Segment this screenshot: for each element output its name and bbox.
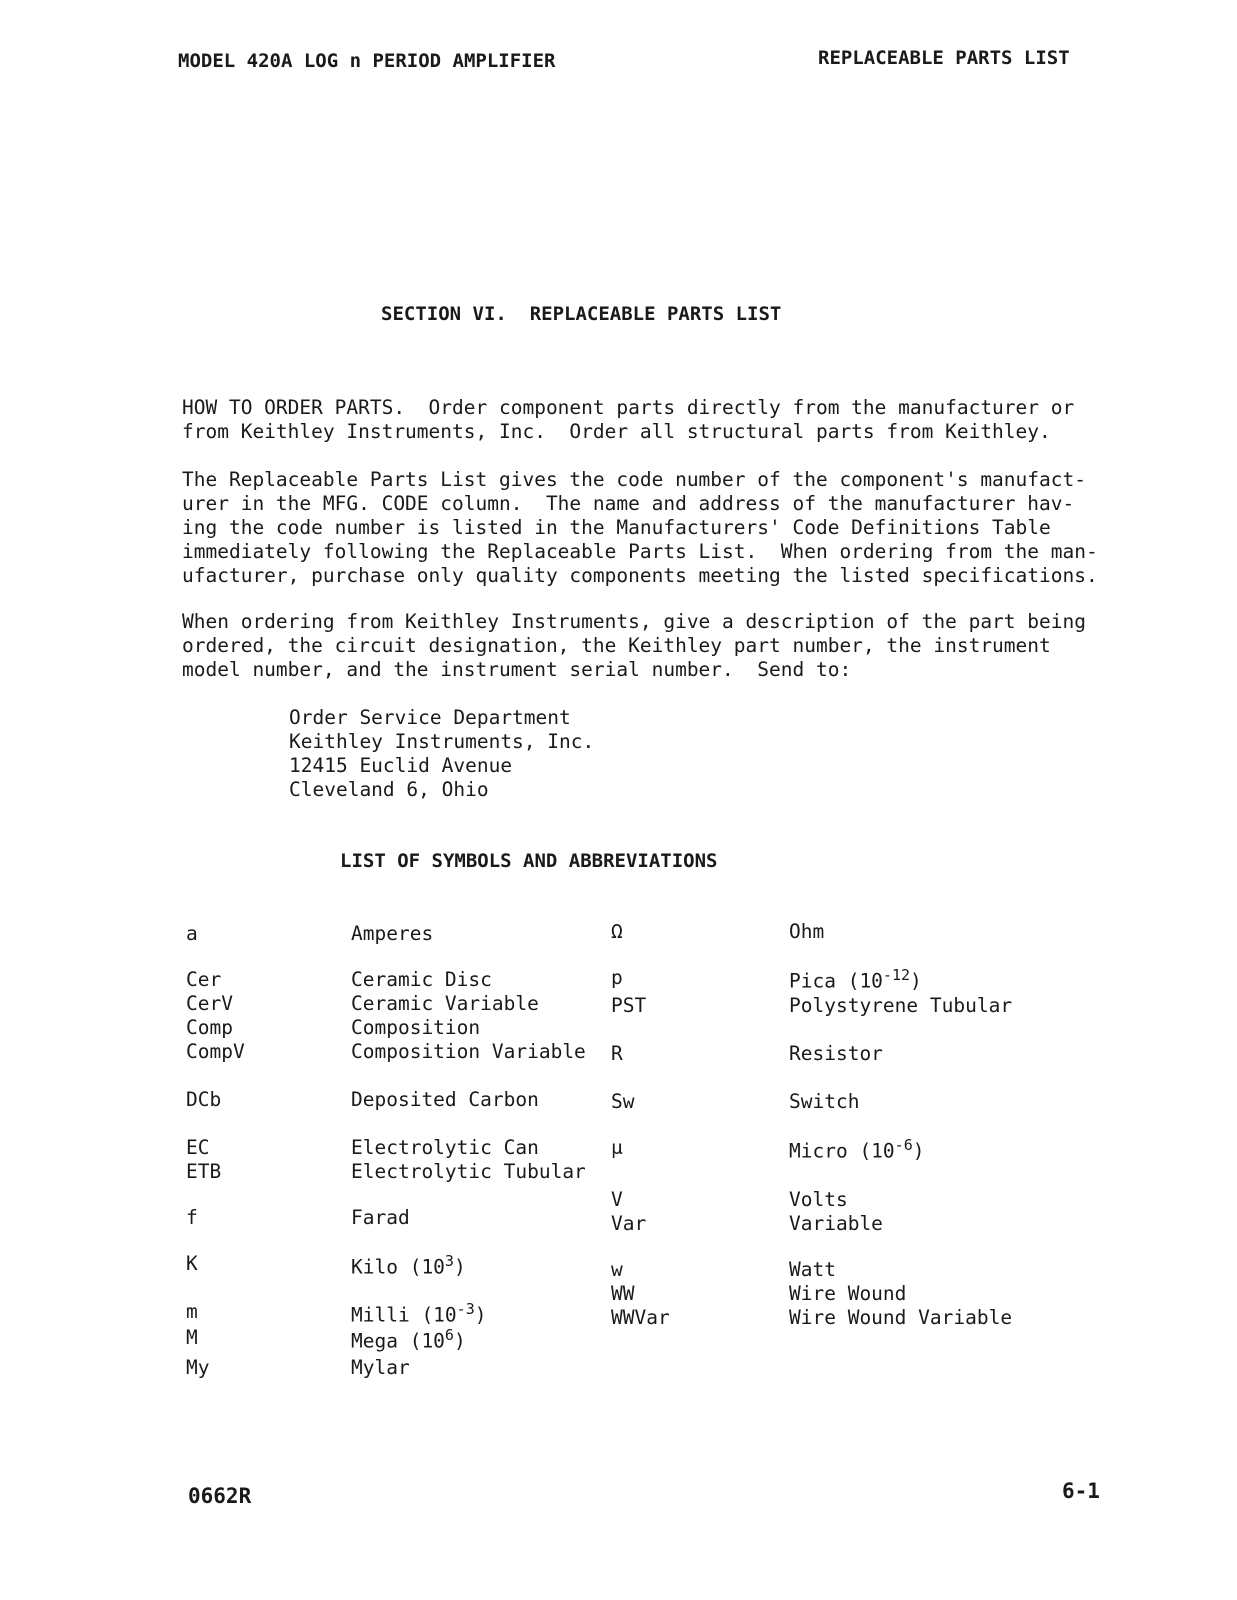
symbol-abbr: V xyxy=(611,1188,623,1211)
symbol-meaning xyxy=(351,1088,539,1111)
symbol-meaning xyxy=(351,1136,539,1159)
symbol-abbr: a xyxy=(186,922,198,945)
paragraph-line: ufacturer, purchase only quality components meeting the listed specifications. xyxy=(182,564,1098,587)
address-line: Cleveland 6, Ohio xyxy=(289,778,489,801)
symbol-abbr: Cer xyxy=(186,968,222,991)
symbol-meaning xyxy=(789,1188,848,1211)
symbol-abbr: PST xyxy=(611,994,647,1017)
symbol-abbr: Sw xyxy=(611,1090,635,1113)
symbol-meaning xyxy=(351,968,492,991)
paragraph-line: HOW TO ORDER PARTS. Order component parts directly from the manufacturer or xyxy=(182,396,1075,419)
symbol-meaning-text: Polystyrene Tubular xyxy=(789,994,1013,1017)
symbol-abbr: WWVar xyxy=(611,1306,670,1329)
symbol-meaning-text: Deposited Carbon xyxy=(351,1088,539,1111)
symbol-abbr: p xyxy=(611,966,623,989)
footer-page-number: 6-1 xyxy=(1062,1479,1100,1503)
symbol-exponent: -3 xyxy=(456,1300,475,1318)
symbol-abbr: Comp xyxy=(186,1016,233,1039)
symbol-meaning-text: Amperes xyxy=(351,922,434,945)
paragraph-line: When ordering from Keithley Instruments, give a description of the part being xyxy=(182,610,1086,633)
symbol-meaning xyxy=(789,994,1012,1017)
symbol-meaning-text: Mylar xyxy=(351,1356,410,1379)
symbol-meaning xyxy=(789,1090,859,1113)
symbol-abbr: K xyxy=(186,1252,198,1275)
symbol-meaning xyxy=(789,1306,1012,1329)
symbol-meaning-text: Ohm xyxy=(789,920,825,943)
symbol-exponent: -12 xyxy=(882,966,911,984)
symbol-meaning-text: Variable xyxy=(789,1212,883,1235)
symbol-meaning xyxy=(789,1136,924,1163)
symbol-meaning xyxy=(351,1252,466,1279)
symbol-meaning-tail: ) xyxy=(474,1303,487,1327)
symbol-abbr: μ xyxy=(611,1136,623,1159)
symbol-meaning-text: Ceramic Variable xyxy=(351,992,539,1015)
symbol-meaning-text: Electrolytic Tubular xyxy=(351,1160,586,1183)
symbol-meaning xyxy=(789,920,824,943)
paragraph-how-to-order xyxy=(182,396,1122,444)
symbol-exponent: -6 xyxy=(894,1136,913,1154)
symbol-meaning-tail: ) xyxy=(912,1139,925,1163)
header-right: REPLACEABLE PARTS LIST xyxy=(818,47,1070,69)
symbol-meaning xyxy=(351,992,539,1015)
paragraph-line: immediately following the Replaceable Parts List. When ordering from the man- xyxy=(182,540,1098,563)
symbol-meaning xyxy=(351,1040,586,1063)
symbol-meaning xyxy=(789,966,922,993)
mailing-address xyxy=(289,706,594,802)
paragraph-line: urer in the MFG. CODE column. The name and address of the manufacturer hav- xyxy=(182,492,1075,515)
symbol-abbr: DCb xyxy=(186,1088,222,1111)
symbol-abbr: Ω xyxy=(611,920,623,943)
symbol-meaning xyxy=(351,1356,410,1379)
symbol-abbr: CerV xyxy=(186,992,233,1015)
symbol-meaning-text: Mega (10 xyxy=(351,1329,445,1353)
symbol-abbr: M xyxy=(186,1326,198,1349)
symbol-meaning-text: Electrolytic Can xyxy=(351,1136,539,1159)
symbol-meaning xyxy=(351,1016,480,1039)
paragraph-line: ordered, the circuit designation, the Keithley part number, the instrument xyxy=(182,634,1051,657)
symbol-meaning xyxy=(789,1212,883,1235)
symbol-meaning-text: Kilo (10 xyxy=(351,1255,445,1279)
symbol-meaning xyxy=(351,1160,586,1183)
symbol-abbr: ETB xyxy=(186,1160,222,1183)
address-line: Keithley Instruments, Inc. xyxy=(289,730,595,753)
symbol-abbr: EC xyxy=(186,1136,210,1159)
symbol-abbr: Var xyxy=(611,1212,647,1235)
symbol-abbr: My xyxy=(186,1356,210,1379)
symbol-meaning-text: Farad xyxy=(351,1206,410,1229)
symbol-abbr: f xyxy=(186,1206,198,1229)
paragraph-line: model number, and the instrument serial number. Send to: xyxy=(182,658,852,681)
symbol-meaning xyxy=(789,1042,883,1065)
symbol-exponent: 6 xyxy=(444,1326,454,1344)
symbol-meaning xyxy=(789,1258,836,1281)
symbols-title: LIST OF SYMBOLS AND ABBREVIATIONS xyxy=(340,850,718,872)
symbol-abbr: R xyxy=(611,1042,623,1065)
symbol-meaning xyxy=(351,1326,466,1353)
symbol-abbr: WW xyxy=(611,1282,635,1305)
symbol-meaning-text: Composition Variable xyxy=(351,1040,586,1063)
symbol-meaning-text: Switch xyxy=(789,1090,860,1113)
paragraph-line: ing the code number is listed in the Manufacturers' Code Definitions Table xyxy=(182,516,1051,539)
address-line: Order Service Department xyxy=(289,706,571,729)
symbol-meaning-text: Wire Wound xyxy=(789,1282,907,1305)
symbol-meaning-text: Wire Wound Variable xyxy=(789,1306,1013,1329)
symbol-meaning-text: Volts xyxy=(789,1188,848,1211)
address-line: 12415 Euclid Avenue xyxy=(289,754,513,777)
symbol-meaning-text: Composition xyxy=(351,1016,481,1039)
symbol-meaning-tail: ) xyxy=(453,1329,466,1353)
symbol-meaning xyxy=(789,1282,906,1305)
symbol-meaning-text: Pica (10 xyxy=(789,969,883,993)
paragraph-keithley-order xyxy=(182,610,1122,682)
paragraph-line: from Keithley Instruments, Inc. Order all structural parts from Keithley. xyxy=(182,420,1051,443)
symbol-meaning xyxy=(351,922,433,945)
symbol-abbr: CompV xyxy=(186,1040,245,1063)
symbol-meaning-tail: ) xyxy=(910,969,922,993)
paragraph-line: The Replaceable Parts List gives the code number of the component's manufact- xyxy=(182,468,1086,491)
symbol-abbr: m xyxy=(186,1300,198,1323)
paragraph-parts-list-info xyxy=(182,468,1122,588)
symbol-exponent: 3 xyxy=(444,1252,454,1270)
symbol-meaning-text: Resistor xyxy=(789,1042,883,1065)
symbol-meaning xyxy=(351,1206,410,1229)
symbol-meaning-text: Watt xyxy=(789,1258,836,1281)
symbol-meaning-tail: ) xyxy=(453,1255,466,1279)
symbol-meaning-text: Ceramic Disc xyxy=(351,968,492,991)
section-title: SECTION VI. REPLACEABLE PARTS LIST xyxy=(381,303,782,325)
header-left: MODEL 420A LOG n PERIOD AMPLIFIER xyxy=(178,50,556,72)
symbol-abbr: w xyxy=(611,1258,623,1281)
symbol-meaning xyxy=(351,1300,486,1327)
footer-doc-code: 0662R xyxy=(188,1484,252,1508)
symbol-meaning-text: Milli (10 xyxy=(351,1303,457,1327)
symbol-meaning-text: Micro (10 xyxy=(789,1139,895,1163)
